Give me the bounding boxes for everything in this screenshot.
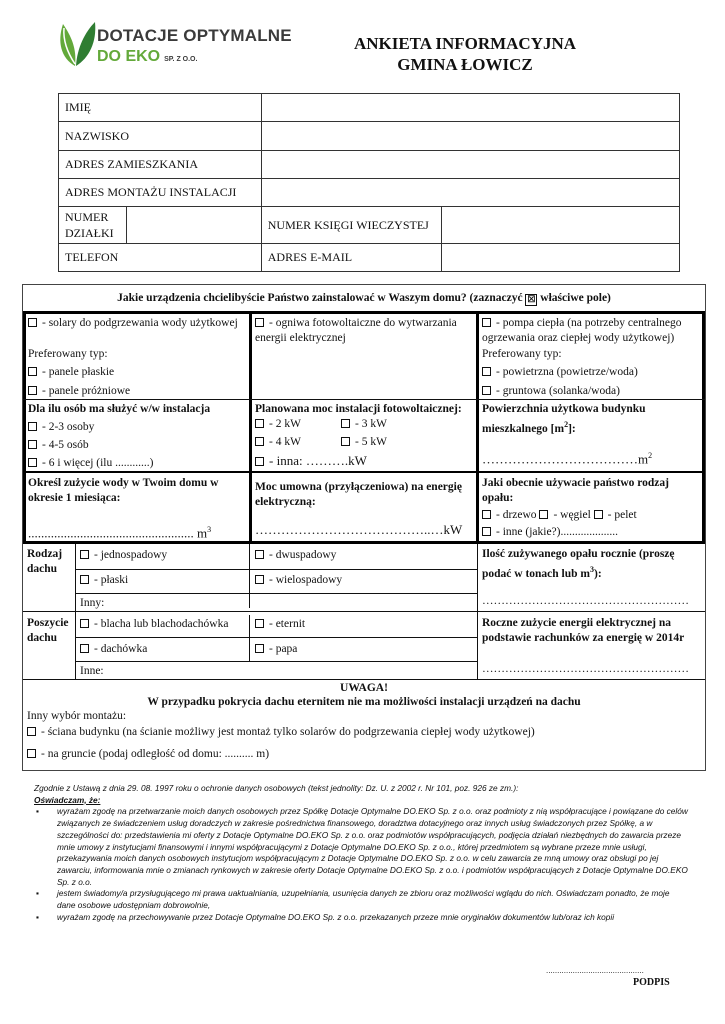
checkbox-icon[interactable] xyxy=(341,419,350,428)
input-last-name[interactable] xyxy=(261,122,679,151)
persons-title: Dla ilu osób ma służyć w/w instalacja xyxy=(28,403,211,415)
roof-other[interactable]: Inny: xyxy=(80,597,105,609)
checkbox-icon[interactable] xyxy=(255,644,264,653)
energy-input[interactable]: ……………………………………………… xyxy=(482,663,689,675)
mount-wall-option[interactable]: - ściana budynku (na ścianie możliwy jest montaż tylko solarów do podgrzewania ciepłej wody użytkowej) xyxy=(27,725,535,740)
checkbox-icon[interactable] xyxy=(255,457,264,466)
input-address[interactable] xyxy=(261,151,679,179)
label-email: ADRES E-MAIL xyxy=(261,244,441,272)
checkbox-icon[interactable] xyxy=(341,437,350,446)
checkbox-icon[interactable] xyxy=(80,619,89,628)
checkbox-icon[interactable] xyxy=(255,419,264,428)
fuel-amount-input[interactable]: ……………………………………………… xyxy=(482,595,689,607)
input-plot-number[interactable] xyxy=(126,207,261,244)
power-3kw[interactable]: - 3 kW xyxy=(341,417,387,432)
fuel-title: Jaki obecnie używacie państwo rodzaj opału: xyxy=(482,477,669,504)
roof-label: Rodzaj dachu xyxy=(27,548,63,575)
logo-line1: DOTACJE OPTYMALNE xyxy=(97,26,292,45)
checkbox-icon[interactable] xyxy=(80,550,89,559)
heatpump-air-option[interactable]: - powietrzna (powietrze/woda) xyxy=(482,365,638,380)
pv-option[interactable]: - ogniwa fotowoltaiczne do wytwarzania energii elektrycznej xyxy=(255,317,457,344)
roof-multi[interactable]: - wielospadowy xyxy=(255,573,342,588)
fuel-coal: - węgiel xyxy=(553,509,591,521)
heatpump-option[interactable]: - pompa ciepła (na potrzeby centralnego ogrzewania oraz ciepłej wody użytkowej) xyxy=(482,317,682,344)
power-4kw[interactable]: - 4 kW xyxy=(255,435,301,450)
label-phone: TELEFON xyxy=(59,244,262,272)
warning-title: UWAGA! xyxy=(340,682,388,694)
cover-felt[interactable]: - papa xyxy=(255,642,297,657)
checkbox-icon[interactable] xyxy=(255,550,264,559)
fuel-options xyxy=(482,508,637,523)
label-last-name: NAZWISKO xyxy=(59,122,262,151)
warning-text: W przypadku pokrycia dachu eternitem nie ma możliwości instalacji urządzeń na dachu xyxy=(147,696,581,708)
logo-line2: DO EKO SP. Z O.O. xyxy=(97,48,198,65)
water-input[interactable]: ................................................... $m^3$ xyxy=(28,525,212,541)
signature-label: PODPIS xyxy=(633,977,670,988)
power-2kw[interactable]: - 2 kW xyxy=(255,417,301,432)
checkbox-icon[interactable] xyxy=(482,510,491,519)
personal-data-table xyxy=(58,93,680,272)
other-mount-label: Inny wybór montażu: xyxy=(27,710,127,722)
label-first-name: IMIĘ xyxy=(59,94,262,122)
checkbox-icon[interactable] xyxy=(482,318,491,327)
label-plot-number: NUMER DZIAŁKI xyxy=(59,207,127,244)
area-title: Powierzchnia użytkowa budynku mieszkalnego $[m^2]$: xyxy=(482,403,646,435)
input-land-register[interactable] xyxy=(441,207,679,244)
power-title: Planowana moc instalacji fotowoltaicznej: xyxy=(255,403,462,415)
label-address: ADRES ZAMIESZKANIA xyxy=(59,151,262,179)
checkbox-icon[interactable] xyxy=(28,440,37,449)
law-reference: Zgodnie z Ustawą z dnia 29. 08. 1997 roku o ochronie danych osobowych (tekst jednolity: Dz. U. z 2002 r. Nr 101, poz. 926 ze zm.): xyxy=(34,783,519,793)
cover-label: Poszycie dachu xyxy=(27,617,69,644)
checkbox-icon[interactable] xyxy=(594,510,603,519)
contract-title: Moc umowna (przyłączeniowa) na energię elektryczną: xyxy=(255,481,462,508)
legal-consent xyxy=(34,783,690,923)
checkbox-icon[interactable] xyxy=(80,644,89,653)
consent-item: ▪ wyrażam zgodę na przechowywanie przez Dotacje Optymalne DO.EKO Sp. z o.o. przekazanych przeze mnie oryginałów dokumentów lub/oraz ich kopii xyxy=(57,912,690,924)
logo-suffix: SP. Z O.O. xyxy=(164,56,198,63)
checkbox-icon[interactable] xyxy=(28,422,37,431)
checkbox-icon[interactable] xyxy=(255,619,264,628)
persons-option-2[interactable]: - 4-5 osób xyxy=(28,438,89,453)
solar-flat-option[interactable]: - panele płaskie xyxy=(28,365,114,380)
fuel-amount-title: Ilość zużywanego opału rocznie (proszę podać w tonach lub $m^3$): xyxy=(482,548,675,580)
input-email[interactable] xyxy=(441,244,679,272)
roof-flat[interactable]: - płaski xyxy=(80,573,128,588)
fuel-wood: - drzewo xyxy=(496,509,537,521)
solar-option[interactable]: - solary do podgrzewania wody użytkowej xyxy=(28,316,244,331)
fuel-other[interactable]: - inne (jakie?).................... xyxy=(482,525,618,540)
checkbox-icon[interactable] xyxy=(255,575,264,584)
page-title: ANKIETA INFORMACYJNA xyxy=(353,34,577,53)
checkbox-icon[interactable] xyxy=(255,437,264,446)
roof-single[interactable]: - jednospadowy xyxy=(80,548,167,563)
installation-form xyxy=(22,284,706,771)
consent-item: ▪ jestem świadomy/a przysługującego mi prawa uaktualniania, uzupełniania, usunięcia danych ze zbioru oraz możliwości wglądu do nich. Oświadczam ponadto, że moje dane osobowe udostępniam dobrowolnie, xyxy=(57,888,690,911)
cover-eternit[interactable]: - eternit xyxy=(255,617,305,632)
checkbox-icon[interactable] xyxy=(27,727,36,736)
checkbox-icon[interactable] xyxy=(28,318,37,327)
fuel-pellet: - pelet xyxy=(607,509,637,521)
company-logo xyxy=(55,18,292,70)
contract-input[interactable]: …………………………………..…kW xyxy=(255,522,463,537)
solar-preferred-label: Preferowany typ: xyxy=(28,348,108,360)
cover-other[interactable]: Inne: xyxy=(80,665,104,677)
input-first-name[interactable] xyxy=(261,94,679,122)
cover-tile[interactable]: - dachówka xyxy=(80,642,147,657)
heatpump-ground-option[interactable]: - gruntowa (solanka/woda) xyxy=(482,384,620,399)
checkbox-icon[interactable] xyxy=(482,386,491,395)
input-install-address[interactable] xyxy=(261,179,679,207)
persons-option-3[interactable]: - 6 i więcej (ilu ............) xyxy=(28,456,153,471)
signature-line[interactable]: ............................................ xyxy=(546,966,644,975)
declaration-heading: Oświadczam, że: xyxy=(34,794,101,805)
power-other[interactable]: - inna: ……….kW xyxy=(255,453,367,468)
mount-ground-option[interactable]: - na gruncie (podaj odległość od domu: .......... m) xyxy=(27,747,269,762)
roof-double[interactable]: - dwuspadowy xyxy=(255,548,336,563)
checkbox-icon[interactable] xyxy=(539,510,548,519)
persons-option-1[interactable]: - 2-3 osoby xyxy=(28,420,94,435)
page-subtitle: GMINA ŁOWICZ xyxy=(397,55,533,74)
power-5kw[interactable]: - 5 kW xyxy=(341,435,387,450)
energy-title: Roczne zużycie energii elektrycznej na podstawie rachunków za energię w 2014r xyxy=(482,617,685,644)
water-title: Określ zużycie wody w Twoim domu w okresie 1 miesiąca: xyxy=(28,477,219,504)
cover-metal[interactable]: - blacha lub blachodachówka xyxy=(80,617,228,632)
checkbox-icon[interactable] xyxy=(28,367,37,376)
checkbox-icon[interactable] xyxy=(80,575,89,584)
solar-vacuum-option[interactable]: - panele próżniowe xyxy=(28,384,130,399)
leaf-icon xyxy=(55,18,97,68)
checkbox-icon[interactable] xyxy=(482,367,491,376)
checked-box-icon: ☒ xyxy=(527,294,536,304)
consent-item: ▪ wyrażam zgodę na przetwarzanie moich danych osobowych przez Spółkę Dotacje Optymalne DO.EKO Sp. z o.o. oraz podmioty z nią współpracujące i powiązane do celów związanych ze świadczeniem usług doradczych w zakresie pośrednictwa finansowego, doradztwa dotacyjnego oraz innych usług świadczonych przez Spółkę, a w szczególności do: przedstawienia mi oferty z Dotacje Optymalne DO.EKO Sp. z o.o. oraz podmiotów współpracujących, podjęcia działań niezbędnych do zawarcia przeze mnie umowy z instytucjami finansowymi i innymi współpracującymi z Dotacje Optymalne DO.EKO Sp. z o.o., której przedmiotem są wybrane przeze mnie usługi, przekazywania moich danych osobowych instytucjom współpracującym z Dotacje Optymalne DO.EKO Sp. z o.o. w celu zawarcia ze mną umowy oraz obsługi po jej zawarciu, informowania mnie o zmianach rynkowych w zakresie oferty Dotacje Optymalne DO.EKO Sp. z o.o. i podmiotów współpracujących z Dotacje Optymalne DO.EKO Sp. z o.o. xyxy=(57,806,690,888)
checkbox-icon[interactable] xyxy=(27,749,36,758)
area-input[interactable]: $\dots\dots\dots\dots\dots\dots\dots\dots\dots\dots\dots\dots m^2$ xyxy=(482,451,653,467)
label-install-address: ADRES MONTAŻU INSTALACJI xyxy=(59,179,262,207)
checkbox-icon[interactable] xyxy=(28,386,37,395)
question-heading: Jakie urządzenia chcielibyście Państwo zainstalować w Waszym domu? (zaznaczyć ☒ właściwe pole) xyxy=(117,292,611,304)
checkbox-icon[interactable] xyxy=(482,527,491,536)
label-land-register: NUMER KSIĘGI WIECZYSTEJ xyxy=(261,207,441,244)
heatpump-preferred-label: Preferowany typ: xyxy=(482,348,562,360)
checkbox-icon[interactable] xyxy=(255,318,264,327)
checkbox-icon[interactable] xyxy=(28,458,37,467)
